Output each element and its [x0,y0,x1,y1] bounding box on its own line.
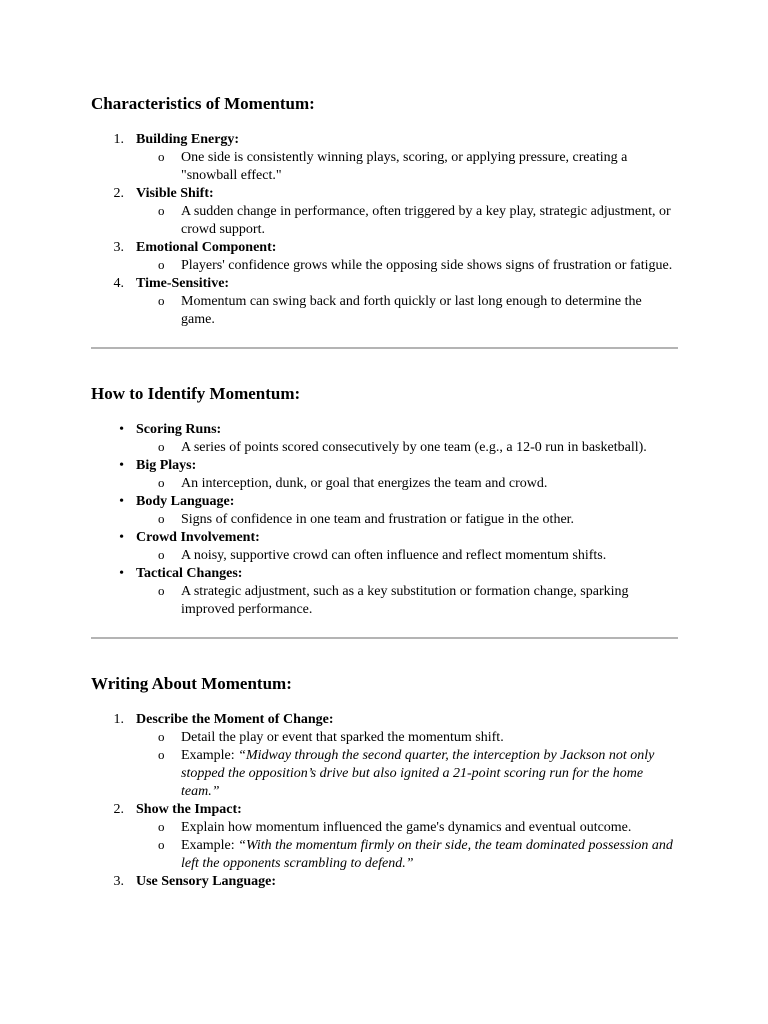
sub-bullet: o [158,583,165,598]
sub-list-item: o Detail the play or event that sparked the momentum shift. [158,729,504,745]
sub-list [136,439,678,457]
list-item [91,801,678,873]
section-heading-characteristics: Characteristics of Momentum: [91,94,315,113]
list-item [91,275,678,329]
list-bullet: • [119,422,124,437]
sub-bullet: o [158,149,165,164]
list-item [91,529,678,565]
sub-list [136,293,678,329]
characteristics-list [91,131,678,329]
sub-list-item: o Momentum can swing back and forth quickly or last long enough to determine the game. [158,293,642,327]
sub-list [136,583,678,619]
item-term: Visible Shift: [136,186,214,201]
sub-bullet: o [158,511,165,526]
list-number: 1. [113,712,124,727]
example-quote: “Midway through the second quarter, the interception by Jackson not only stopped the opposition’s drive but also ignited a 21-point scoring run for the home team.” [181,748,655,799]
sub-list-item: o An interception, dunk, or goal that energizes the team and crowd. [158,475,548,491]
sub-list-item: o Explain how momentum influenced the game's dynamics and eventual outcome. [158,819,632,835]
list-item [91,185,678,239]
list-bullet: • [119,494,124,509]
list-number: 2. [113,186,124,201]
example-item [136,747,678,801]
example-label: Example: [181,748,239,763]
section-heading-writing: Writing About Momentum: [91,674,292,693]
list-item [91,239,678,275]
list-number: 2. [113,802,124,817]
item-term: Time-Sensitive: [136,276,230,291]
sub-bullet: o [158,729,165,744]
sub-list-item: o A strategic adjustment, such as a key substitution or formation change, sparking improved performance. [158,583,629,617]
example-label: Example: [181,838,239,853]
sub-bullet: o [158,475,165,490]
sub-bullet: o [158,747,165,762]
example-item [136,837,678,873]
list-item [91,873,678,891]
item-term: Crowd Involvement: [136,530,260,545]
sub-list-item: o A series of points scored consecutively by one team (e.g., a 12-0 run in basketball). [158,439,647,455]
item-term: Scoring Runs: [136,422,222,437]
sub-bullet: o [158,819,165,834]
sub-bullet: o [158,257,165,272]
sub-list [136,819,678,873]
list-item [91,711,678,801]
list-number: 3. [113,874,124,889]
document-page [91,93,678,891]
item-term: Big Plays: [136,458,197,473]
sub-bullet: o [158,837,165,852]
item-term: Emotional Component: [136,240,277,255]
identify-list [91,421,678,619]
sub-list [136,203,678,239]
list-bullet: • [119,530,124,545]
list-number: 3. [113,240,124,255]
sub-list [136,511,678,529]
sub-list [136,149,678,185]
sub-list-item: o A noisy, supportive crowd can often influence and reflect momentum shifts. [158,547,607,563]
sub-list [136,257,678,275]
list-number: 4. [113,276,124,291]
sub-bullet: o [158,547,165,562]
sub-list [136,547,678,565]
sub-list-item: o Players' confidence grows while the opposing side shows signs of frustration or fatigue. [158,257,673,273]
sub-bullet: o [158,293,165,308]
list-item [91,493,678,529]
list-item [91,421,678,457]
writing-list [91,711,678,891]
sub-list [136,729,678,801]
sub-bullet: o [158,203,165,218]
item-term: Use Sensory Language: [136,874,277,889]
section-heading-identify: How to Identify Momentum: [91,384,301,403]
item-term: Describe the Moment of Change: [136,712,334,727]
sub-list-item: o A sudden change in performance, often triggered by a key play, strategic adjustment, or crowd support. [158,203,671,237]
example-quote: “With the momentum firmly on their side, the team dominated possession and left the opponents scrambling to defend.” [181,838,673,871]
item-term: Tactical Changes: [136,566,243,581]
sub-list [136,475,678,493]
list-item [91,131,678,185]
sub-list-item: o One side is consistently winning plays, scoring, or applying pressure, creating a "snowball effect." [158,149,628,183]
list-bullet: • [119,458,124,473]
horizontal-rule [91,637,678,639]
sub-bullet: o [158,439,165,454]
item-term: Show the Impact: [136,802,242,817]
list-number: 1. [113,132,124,147]
sub-list-item: o Signs of confidence in one team and frustration or fatigue in the other. [158,511,575,527]
item-term: Building Energy: [136,132,240,147]
list-item [91,565,678,619]
item-term: Body Language: [136,494,235,509]
horizontal-rule [91,347,678,349]
list-item [91,457,678,493]
list-bullet: • [119,566,124,581]
